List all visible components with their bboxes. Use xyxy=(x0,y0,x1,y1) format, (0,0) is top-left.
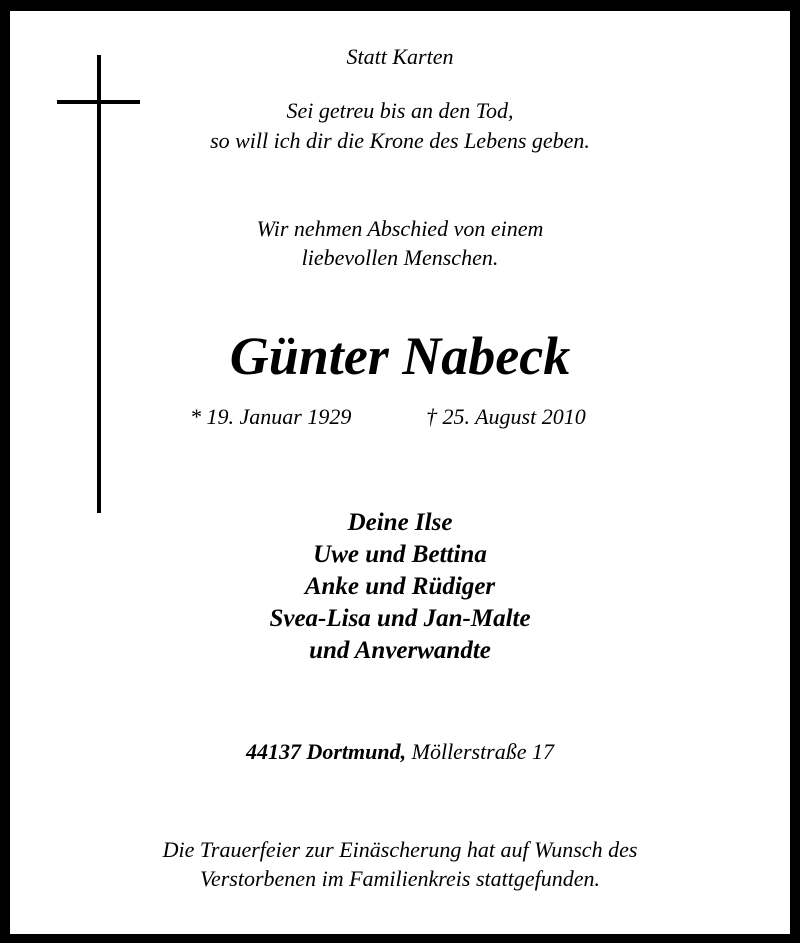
funeral-note-line-1: Die Trauerfeier zur Einäscherung hat auf Wunsch des xyxy=(162,837,638,862)
mourner-line: Anke und Rüdiger xyxy=(304,573,496,600)
address-city: 44137 Dortmund, xyxy=(245,739,407,764)
mourner-line: und Anverwandte xyxy=(309,637,491,664)
verse-line-1: Sei getreu bis an den Tod, xyxy=(286,98,514,123)
address xyxy=(0,737,800,767)
funeral-note-line-2: Verstorbenen im Familienkreis stattgefunden. xyxy=(199,866,600,891)
birth-date: * 19. Januar 1929 xyxy=(190,404,352,429)
mourner-line: Deine Ilse xyxy=(347,509,453,536)
verse-line-2: so will ich dir die Krone des Lebens geben. xyxy=(210,128,590,153)
mourner-line: Uwe und Bettina xyxy=(313,541,487,568)
death-date: † 25. August 2010 xyxy=(426,404,586,429)
mourner-line: Svea-Lisa und Jan-Malte xyxy=(269,605,531,632)
farewell-line-2: liebevollen Menschen. xyxy=(301,245,499,270)
address-street: Möllerstraße 17 xyxy=(411,739,555,764)
farewell-line-1: Wir nehmen Abschied von einem xyxy=(256,216,544,241)
statt-karten: Statt Karten xyxy=(346,44,454,69)
deceased-name: Günter Nabeck xyxy=(229,326,571,386)
